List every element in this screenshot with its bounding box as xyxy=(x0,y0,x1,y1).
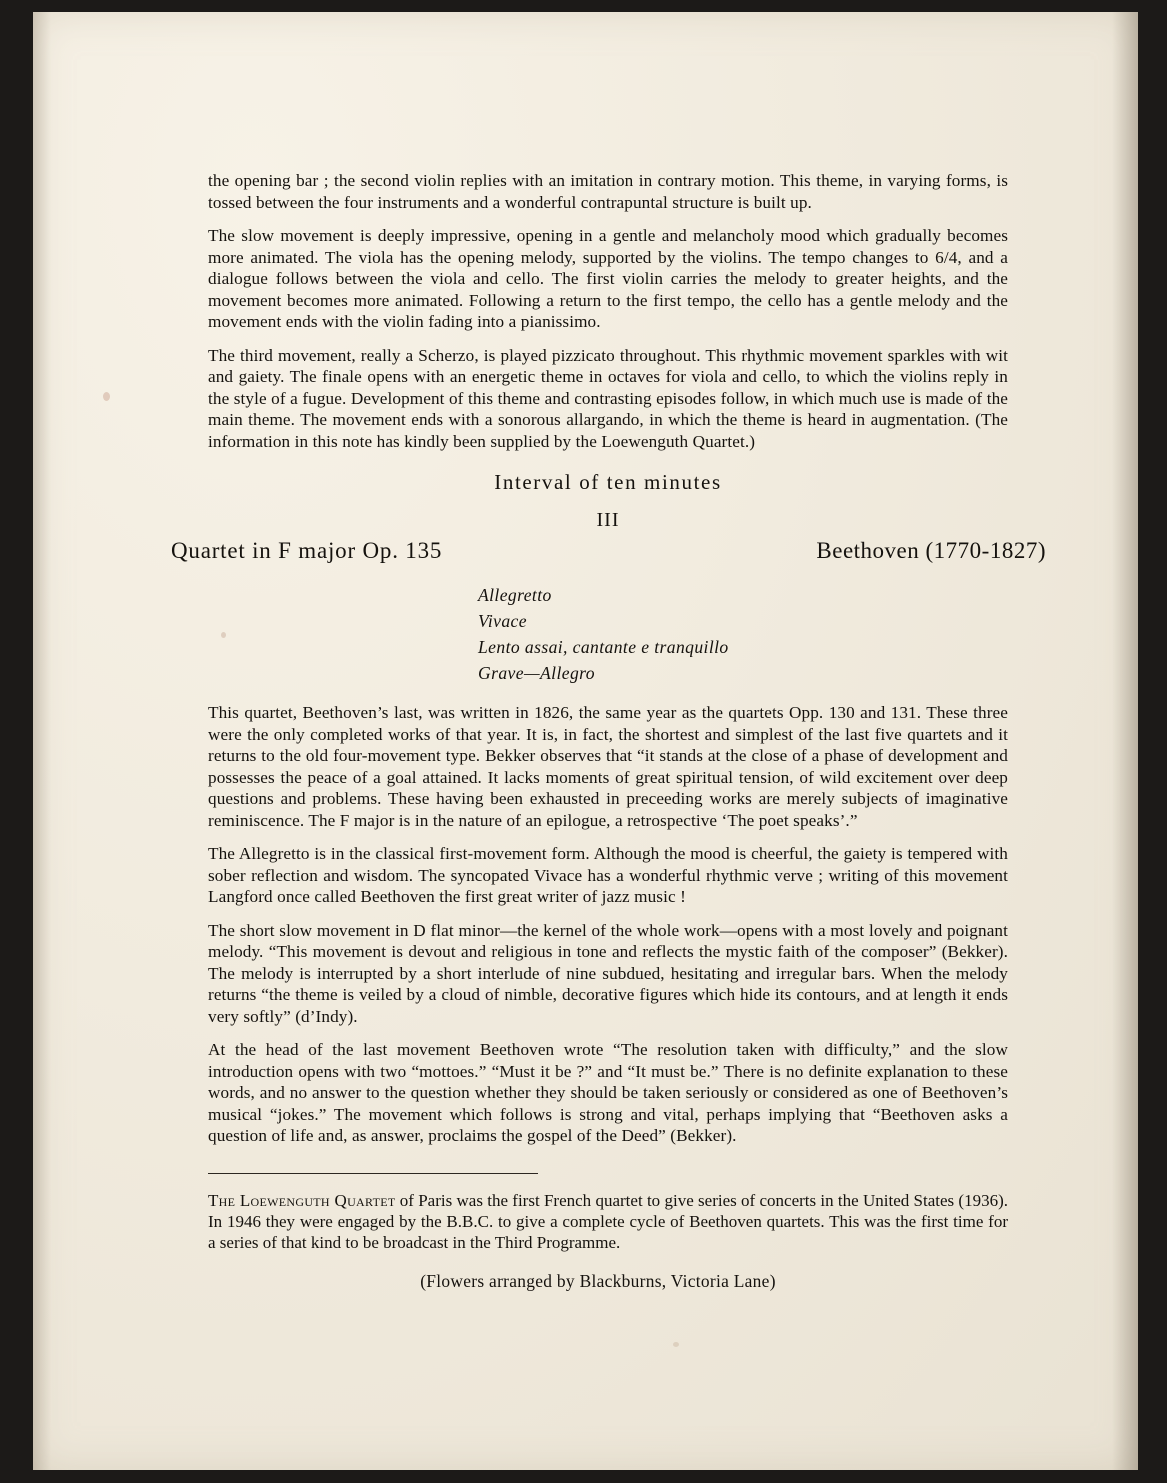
movement-list xyxy=(208,582,1008,686)
work-heading xyxy=(171,538,1046,572)
movement-item: Lento assai, cantante e tranquillo xyxy=(478,637,729,657)
paragraph-continuation: the opening bar ; the second violin replies with an imitation in contrary motion. This theme, in varying forms, is tossed between the four instruments and a wonderful contrapuntal structure is built up. xyxy=(208,171,1008,212)
foxing-spot xyxy=(103,392,110,401)
movement-item: Allegretto xyxy=(478,585,552,605)
note-paragraph-2: The Allegretto is in the classical first-movement form. Although the mood is cheerful, the gaiety is tempered with sober reflection and wisdom. The syncopated Vivace has a wonderful rhythmic verve ; writing of this movement Langford once called Beethoven the first great writer of jazz music ! xyxy=(208,844,1008,906)
programme-text-column xyxy=(171,170,1046,1292)
paper-sheet xyxy=(33,12,1138,1470)
note-paragraph-4: At the head of the last movement Beethoven wrote “The resolution taken with difficulty,” and the slow introduction opens with two “mottoes.” “Must it be ?” and “It must be.” There is no definite explanation to these words, and no answer to the question whether they should be taken seriously or considered as one of Beethoven’s musical “jokes.” The movement which follows is strong and vital, perhaps implying that “Beethoven asks a question of life and, as answer, proclaims the gospel of the Deed” (Bekker). xyxy=(208,1040,1008,1145)
movement-item: Grave—Allegro xyxy=(478,663,595,683)
flowers-credit: (Flowers arranged by Blackburns, Victoria Lane) xyxy=(420,1270,776,1291)
paragraph-slow-movement: The slow movement is deeply impressive, opening in a gentle and melancholy mood which gradually becomes more animated. The viola has the opening melody, supported by the violins. The tempo changes to 6/4, and a dialogue follows between the viola and cello. The first violin carries the melody to greater heights, and the movement becomes more animated. Following a return to the first tempo, the cello has a gentle melody and the movement ends with the violin fading into a pianissimo. xyxy=(208,226,1008,331)
work-title: Quartet in F major Op. 135 xyxy=(171,538,443,563)
interval-notice: Interval of ten minutes xyxy=(494,470,722,494)
paragraph-third-movement: The third movement, really a Scherzo, is played pizzicato throughout. This rhythmic movement sparkles with wit and gaiety. The finale opens with an energetic theme in octaves for viola and cello, to which the violins reply in the style of a fugue. Development of this theme and contrasting episodes follow, in which much use is made of the main theme. The movement ends with a sonorous allargando, in which the theme is heard in augmentation. (The information in this note has kindly been supplied by the Loewenguth Quartet.) xyxy=(208,345,1008,451)
footnote-lead: The Loewenguth Quartet xyxy=(208,1190,396,1210)
note-paragraph-1: This quartet, Beethoven’s last, was written in 1826, the same year as the quartets Opp. 130 and 131. These three were the only completed works of that year. It is, in fact, the shortest and simplest of the last five quartets and it returns to the old four-movement type. Bekker observes that “it stands at the close of a phase of development and possesses the peace of a goal attained. It lacks moments of great spiritual tension, of wild excitement over deep questions and problems. These having been exhausted in preceeding works are merely subjects of imaginative reminiscence. The F major is in the nature of an epilogue, a retrospective ‘The poet speaks’.” xyxy=(208,703,1008,830)
foxing-spot xyxy=(673,1342,679,1347)
section-numeral: III xyxy=(596,509,620,531)
footnote-rest: of Paris was the first French quartet to give series of concerts in the United States (1936). In 1946 they were engaged by the B.B.C. to give a complete cycle of Beethoven quartets. This was the first time for a series of that kind to be broadcast in the Third Programme. xyxy=(208,1190,1008,1252)
footnote-divider xyxy=(208,1173,538,1174)
footnote-text xyxy=(208,1190,1008,1253)
note-paragraph-3: The short slow movement in D flat minor—the kernel of the whole work—opens with a most lovely and poignant melody. “This movement is devout and religious in tone and reflects the mystic faith of the composer” (Bekker). The melody is interrupted by a short interlude of nine subdued, hesitating and irregular bars. When the melody returns “the theme is veiled by a cloud of nimble, decorative figures which hide its contours, and at length it ends very softly” (d’Indy). xyxy=(208,920,1008,1026)
work-composer: Beethoven (1770-1827) xyxy=(816,538,1046,563)
movement-item: Vivace xyxy=(478,611,527,631)
